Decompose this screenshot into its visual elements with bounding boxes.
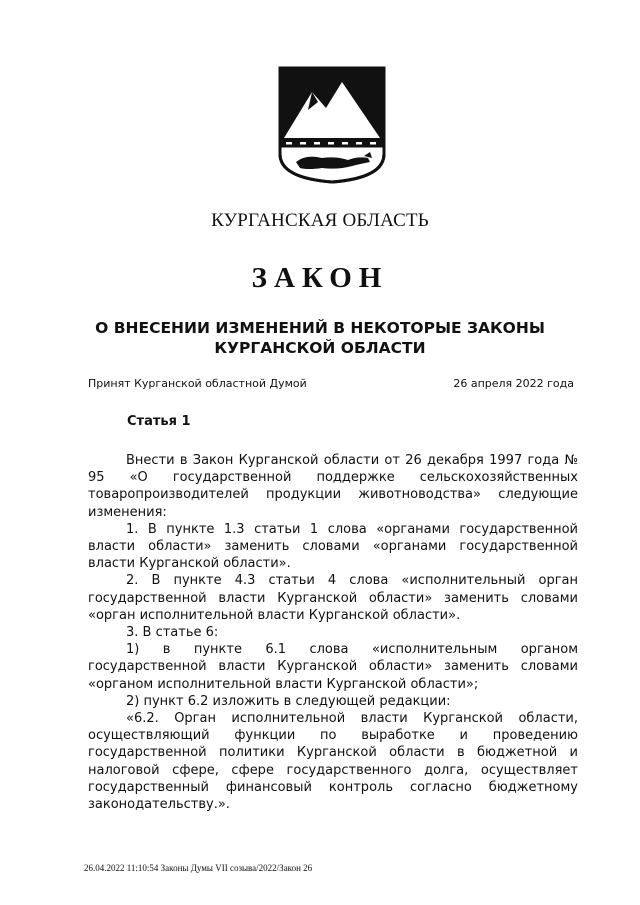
- article-paragraph: «6.2. Орган исполнительной власти Курганской области, осуществляющий функции по выработке и проведению государственной политики Курганской области в бюджетной и налоговой сфере, сфере государственного долга, осуществляет государственный финансовый контроль согласно бюджетному законодательству.».: [88, 711, 578, 813]
- article-paragraph: 2) пункт 6.2 изложить в следующей редакции:: [126, 693, 451, 709]
- document-subject: [60, 318, 580, 358]
- article-paragraph: 2. В пункте 4.3 статьи 4 слова «исполнительный орган государственной власти Курганской области» заменить словами «орган исполнительной власти Курганской области».: [88, 573, 578, 623]
- footer-stamp: 26.04.2022 11:10:54 Законы Думы VII созыва/2022/Закон 26: [84, 863, 313, 873]
- article-paragraph: 3. В статье 6:: [126, 625, 219, 641]
- subject-line: КУРГАНСКОЙ ОБЛАСТИ: [214, 339, 426, 357]
- region-title: КУРГАНСКАЯ ОБЛАСТЬ: [211, 210, 429, 231]
- article-body: [88, 452, 578, 813]
- article-paragraph: Внести в Закон Курганской области от 26 декабря 1997 года № 95 «О государственной поддержке сельскохозяйственных товаропроизводителей продукции животноводства» следующие изменения:: [88, 453, 578, 520]
- adopted-by-text: Принят Курганской областной Думой: [88, 377, 307, 390]
- article-paragraph: 1. В пункте 1.3 статьи 1 слова «органами государственной власти области» заменить словами «органами государственной власти Курганской области».: [88, 521, 578, 572]
- adoption-date: 26 апреля 2022 года: [453, 377, 574, 390]
- subject-line: О ВНЕСЕНИИ ИЗМЕНЕНИЙ В НЕКОТОРЫЕ ЗАКОНЫ: [95, 319, 545, 337]
- coat-of-arms-emblem: [278, 66, 386, 184]
- article-title: Статья 1: [127, 414, 191, 429]
- document-type-title: ЗАКОН: [251, 262, 389, 294]
- article-paragraph: 1) в пункте 6.1 слова «исполнительным органом государственной власти Курганской области» заменить словами «органом исполнительной власти Курганской области»;: [88, 642, 578, 692]
